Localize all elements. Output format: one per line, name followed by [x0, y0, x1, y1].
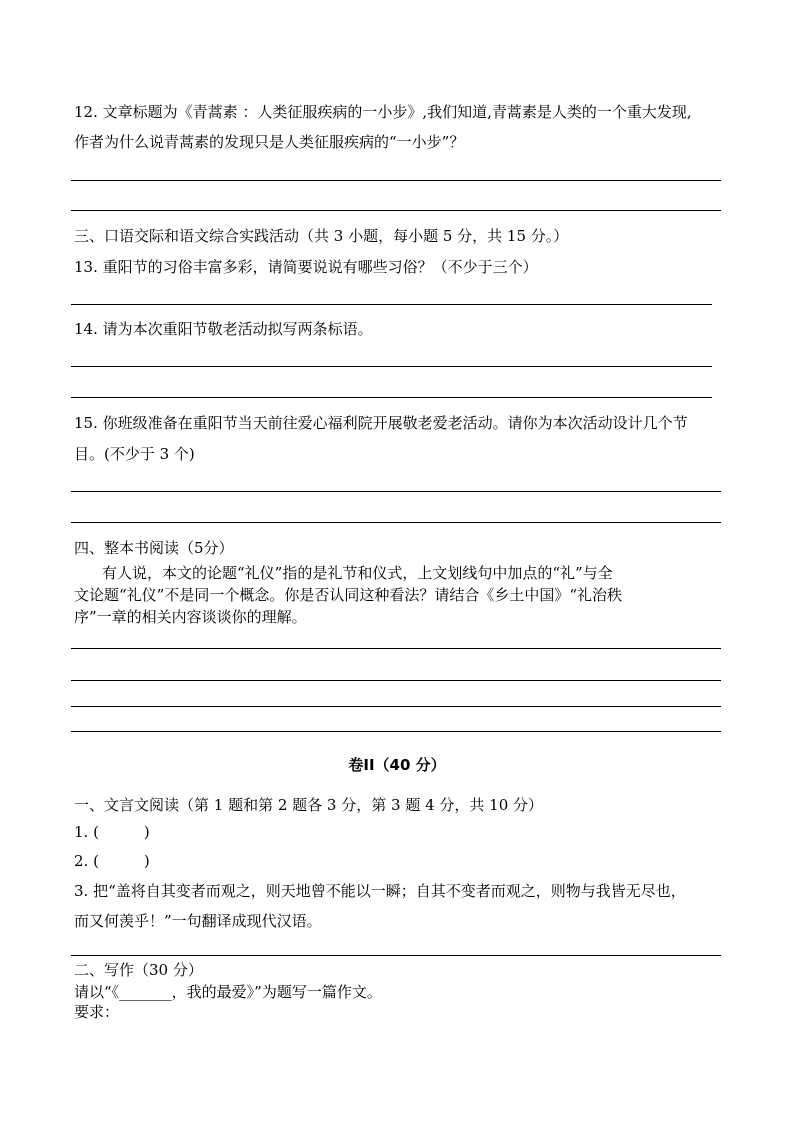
- volume-2-section-2-heading: 二、写作（30 分）: [74, 961, 203, 979]
- section-4-paragraph-line-3: 序”一章的相关内容谈谈你的理解。: [74, 608, 307, 626]
- answer-line[interactable]: [71, 648, 721, 649]
- q3-line-1: 3. 把“盖将自其变者而观之，则天地曾不能以一瞬；自其不变者而观之，则物与我皆无尽也，: [74, 882, 686, 900]
- q12-line-2: 作者为什么说青蒿素的发现只是人类征服疾病的“一小步”？: [74, 133, 465, 151]
- answer-line[interactable]: [71, 491, 721, 492]
- answer-line[interactable]: [71, 180, 721, 181]
- answer-line[interactable]: [71, 706, 721, 707]
- q15-line-2: 目。(不少于 3 个): [74, 445, 195, 463]
- section-3-heading: 三、口语交际和语文综合实践活动（共 3 小题，每小题 5 分，共 15 分。）: [74, 227, 569, 245]
- answer-line[interactable]: [71, 366, 712, 367]
- answer-line[interactable]: [71, 522, 721, 523]
- answer-line[interactable]: [71, 304, 712, 305]
- q13-text: 13. 重阳节的习俗丰富多彩，请简要说说有哪些习俗？（不少于三个）: [74, 258, 538, 276]
- requirements-label: 要求：: [74, 1003, 120, 1021]
- answer-line[interactable]: [71, 955, 721, 956]
- q15-line-1: 15. 你班级准备在重阳节当天前往爱心福利院开展敬老爱老活动。请你为本次活动设计几个节: [74, 414, 688, 432]
- volume-2-section-1-heading: 一、文言文阅读（第 1 题和第 2 题各 3 分，第 3 题 4 分，共 10 分）: [74, 796, 544, 814]
- section-4-paragraph-line-1: 有人说，本文的论题“礼仪”指的是礼节和仪式，上文划线句中加点的“礼”与全: [102, 564, 613, 582]
- answer-line[interactable]: [71, 210, 721, 211]
- q12-line-1: 12. 文章标题为《青蒿素 ：人类征服疾病的一小步》,我们知道,青蒿素是人类的一个重大发现,: [74, 103, 692, 121]
- answer-line[interactable]: [71, 680, 721, 681]
- volume-2-title: 卷II（40 分）: [348, 756, 446, 774]
- answer-1-blank[interactable]: 1. ( ): [74, 823, 150, 841]
- section-4-paragraph-line-2: 文论题“礼仪”不是同一个概念。你是否认同这种看法？请结合《乡土中国》“礼治秩: [74, 586, 623, 604]
- section-4-heading: 四、整本书阅读（5分）: [74, 539, 234, 557]
- q3-line-2: 而又何羡乎！”一句翻译成现代汉语。: [74, 912, 322, 930]
- q14-text: 14. 请为本次重阳节敬老活动拟写两条标语。: [74, 320, 373, 338]
- answer-line[interactable]: [71, 731, 721, 732]
- writing-prompt: 请以“《_______，我的最爱》”为题写一篇作文。: [74, 983, 382, 1001]
- answer-2-blank[interactable]: 2. ( ): [74, 852, 150, 870]
- answer-line[interactable]: [71, 397, 712, 398]
